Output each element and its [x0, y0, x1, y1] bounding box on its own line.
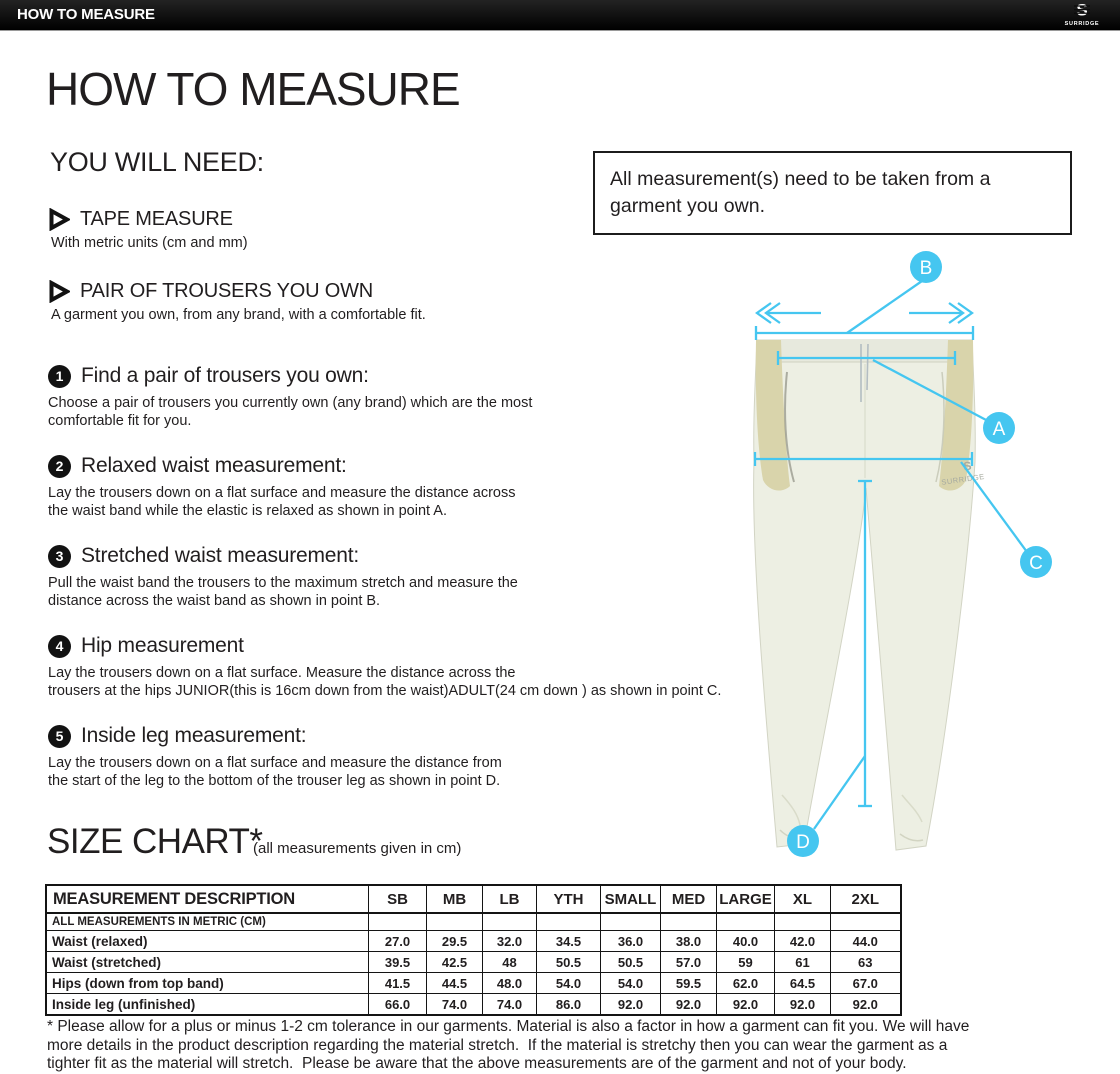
step-number-badge: 3 — [48, 545, 71, 568]
cell: 54.0 — [601, 973, 661, 994]
watermark-text: SURRIDGE — [940, 471, 986, 487]
cell: 64.5 — [775, 973, 831, 994]
step-number-badge: 2 — [48, 455, 71, 478]
surridge-s-icon — [1070, 1, 1094, 19]
disclaimer — [47, 1018, 1107, 1074]
row-label: Inside leg (unfinished) — [46, 994, 369, 1016]
need-item-trousers — [48, 280, 426, 323]
cell: 27.0 — [369, 931, 427, 952]
step-body-line: Lay the trousers down on a flat surface and measure the distance across — [48, 485, 516, 501]
size-chart-subheading: (all measurements given in cm) — [253, 840, 462, 857]
table-header-row — [46, 885, 901, 913]
step-body-line: Lay the trousers down on a flat surface. Measure the distance across the — [48, 665, 516, 681]
cell: 92.0 — [775, 994, 831, 1016]
col-header-small: SMALL — [601, 885, 661, 913]
step-title: Inside leg measurement: — [81, 724, 307, 747]
logo-initial: S — [1076, 1, 1088, 19]
cell: 67.0 — [831, 973, 901, 994]
table-row-hips — [46, 973, 901, 994]
cell: 42.5 — [427, 952, 483, 973]
table-row-waist-relaxed — [46, 931, 901, 952]
cell: 59 — [717, 952, 775, 973]
cell: 59.5 — [661, 973, 717, 994]
step-title: Stretched waist measurement: — [81, 544, 360, 567]
step-3 — [48, 544, 518, 610]
cell: 48 — [483, 952, 537, 973]
point-label-c: C — [1029, 553, 1043, 574]
cell: 63 — [831, 952, 901, 973]
col-header-mb: MB — [427, 885, 483, 913]
table-row-waist-stretched — [46, 952, 901, 973]
col-header-description: MEASUREMENT DESCRIPTION — [46, 885, 369, 913]
cell: 66.0 — [369, 994, 427, 1016]
cell: 44.5 — [427, 973, 483, 994]
cell: 36.0 — [601, 931, 661, 952]
surridge-logo — [1056, 1, 1108, 27]
size-chart-heading: SIZE CHART* — [47, 822, 263, 861]
need-item-label: TAPE MEASURE — [80, 208, 233, 230]
row-label: Hips (down from top band) — [46, 973, 369, 994]
disclaimer-line: more details in the product description regarding the material stretch. If the material is stretchy then you can wear the garment as a — [47, 1036, 948, 1054]
step-body-line: comfortable fit for you. — [48, 413, 192, 429]
cell: 86.0 — [537, 994, 601, 1016]
cell: 41.5 — [369, 973, 427, 994]
play-triangle-icon — [48, 208, 70, 231]
measurement-note-box: All measurement(s) need to be taken from a garment you own. — [593, 151, 1072, 235]
size-chart-table — [45, 884, 902, 1016]
step-body-line: the waist band while the elastic is relaxed as shown in point A. — [48, 503, 447, 519]
cell: 62.0 — [717, 973, 775, 994]
step-4 — [48, 634, 721, 700]
page-title: HOW TO MEASURE — [46, 63, 460, 115]
table-row-inside-leg — [46, 994, 901, 1016]
trousers-diagram — [690, 240, 1120, 880]
cell: 29.5 — [427, 931, 483, 952]
cell: 74.0 — [483, 994, 537, 1016]
step-5 — [48, 724, 502, 790]
need-item-label: PAIR OF TROUSERS YOU OWN — [80, 280, 374, 302]
point-label-d: D — [796, 832, 810, 853]
cell: 74.0 — [427, 994, 483, 1016]
step-number-badge: 1 — [48, 365, 71, 388]
need-item-note: With metric units (cm and mm) — [51, 235, 248, 251]
play-triangle-icon — [48, 280, 70, 303]
cell: 57.0 — [661, 952, 717, 973]
metric-note-row — [46, 913, 901, 931]
need-item-note: A garment you own, from any brand, with a comfortable fit. — [51, 307, 426, 323]
disclaimer-line: tighter fit as the material will stretch. Please be aware that the above measurements are of the garment and not of your body. — [47, 1055, 907, 1072]
disclaimer-line: * Please allow for a plus or minus 1-2 cm tolerance in our garments. Material is also a factor in how a garment can fit you. We will have — [47, 1018, 970, 1035]
step-number-badge: 4 — [48, 635, 71, 658]
row-label: Waist (stretched) — [46, 952, 369, 973]
top-bar — [0, 0, 1120, 31]
cell: 50.5 — [537, 952, 601, 973]
cell: 92.0 — [661, 994, 717, 1016]
trousers-figure — [754, 340, 986, 850]
step-2 — [48, 454, 515, 520]
step-number-badge: 5 — [48, 725, 71, 748]
cell: 92.0 — [831, 994, 901, 1016]
step-body-line: trousers at the hips JUNIOR(this is 16cm down from the waist)ADULT(24 cm down ) as shown in point C. — [48, 683, 722, 699]
step-body-line: Pull the waist band the trousers to the maximum stretch and measure the — [48, 575, 518, 591]
step-body-line: Lay the trousers down on a flat surface and measure the distance from — [48, 755, 502, 771]
point-label-b: B — [919, 258, 933, 279]
step-body-line: distance across the waist band as shown in point B. — [48, 593, 381, 609]
cell: 48.0 — [483, 973, 537, 994]
col-header-yth: YTH — [537, 885, 601, 913]
point-label-a: A — [992, 419, 1006, 440]
step-1 — [48, 364, 532, 430]
cell: 92.0 — [717, 994, 775, 1016]
step-title: Find a pair of trousers you own: — [81, 364, 369, 387]
cell: 34.5 — [537, 931, 601, 952]
cell: 40.0 — [717, 931, 775, 952]
cell: 44.0 — [831, 931, 901, 952]
cell: 54.0 — [537, 973, 601, 994]
step-body-line: the start of the leg to the bottom of the trouser leg as shown in point D. — [48, 773, 501, 789]
step-title: Relaxed waist measurement: — [81, 454, 347, 477]
cell: 61 — [775, 952, 831, 973]
cell: 50.5 — [601, 952, 661, 973]
col-header-large: LARGE — [717, 885, 775, 913]
cell: 39.5 — [369, 952, 427, 973]
top-bar-title: HOW TO MEASURE — [17, 6, 155, 23]
step-title: Hip measurement — [81, 634, 244, 657]
step-body-line: Choose a pair of trousers you currently own (any brand) which are the most — [48, 395, 533, 411]
you-will-need-heading: YOU WILL NEED: — [50, 147, 264, 177]
col-header-xl: XL — [775, 885, 831, 913]
cell: 38.0 — [661, 931, 717, 952]
logo-wordmark: SURRIDGE — [1064, 21, 1100, 27]
cell: 92.0 — [601, 994, 661, 1016]
metric-note: ALL MEASUREMENTS IN METRIC (CM) — [46, 913, 369, 931]
row-label: Waist (relaxed) — [46, 931, 369, 952]
col-header-med: MED — [661, 885, 717, 913]
cell: 42.0 — [775, 931, 831, 952]
col-header-lb: LB — [483, 885, 537, 913]
col-header-2xl: 2XL — [831, 885, 901, 913]
cell: 32.0 — [483, 931, 537, 952]
col-header-sb: SB — [369, 885, 427, 913]
need-item-tape-measure — [48, 208, 248, 251]
watermark-initial: S — [962, 458, 973, 474]
